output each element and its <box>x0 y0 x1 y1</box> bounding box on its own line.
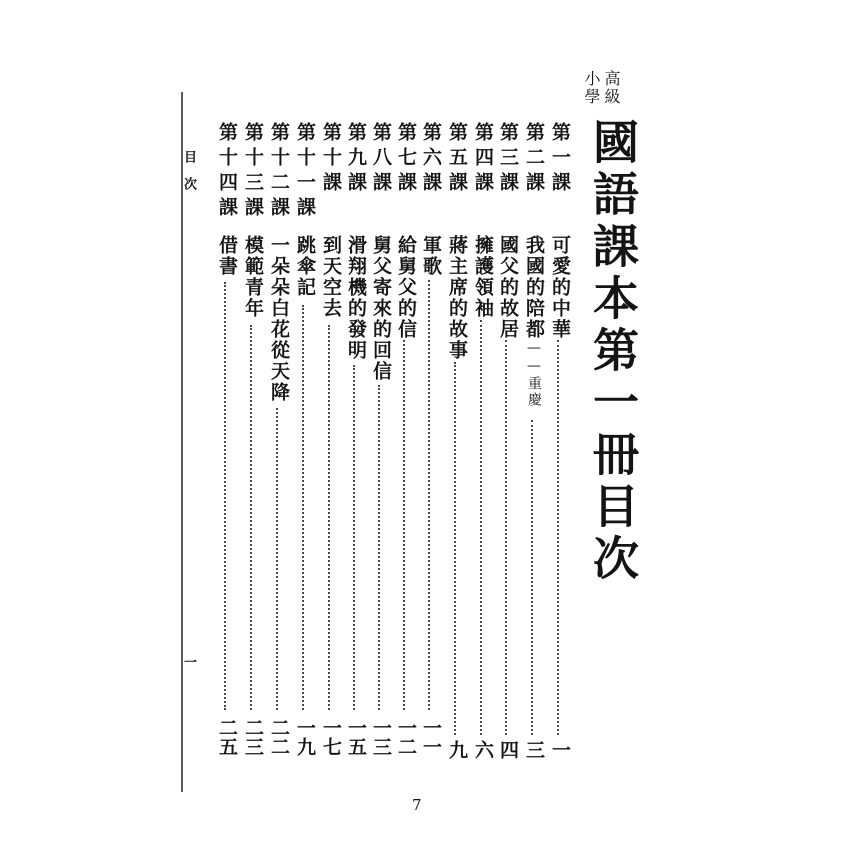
dot-leader <box>403 340 405 710</box>
page-number: 一二 <box>395 718 417 756</box>
lesson-title: 一朵朵白花從天降 <box>268 235 290 403</box>
dot-leader <box>557 340 559 735</box>
title-prefix-line-2: 小學 <box>582 70 601 106</box>
dot-leader <box>505 340 507 735</box>
lesson-label: 第十二課 <box>268 122 290 222</box>
lesson-title: 可愛的中華 <box>549 235 571 340</box>
lesson-title: 滑翔機的發明 <box>345 235 367 361</box>
running-head-page: 一 <box>181 655 196 682</box>
page-number: 一 <box>549 740 571 759</box>
lesson-title: 跳傘記 <box>294 235 316 298</box>
running-head-section: 目次 <box>181 150 196 204</box>
page-number: 一九 <box>294 718 316 756</box>
dot-leader <box>224 282 226 710</box>
dot-leader <box>250 325 252 710</box>
dot-leader <box>531 420 533 735</box>
page-number: 一五 <box>345 718 367 756</box>
lesson-title: 我國的陪都 <box>523 235 545 340</box>
lesson-label: 第八課 <box>370 122 392 197</box>
page-number: 三 <box>523 740 545 759</box>
lesson-title: 到天空去 <box>320 235 342 319</box>
lesson-label: 第十一課 <box>294 122 316 222</box>
lesson-title: 模範青年 <box>242 235 264 319</box>
lesson-label: 第六課 <box>420 122 442 197</box>
lesson-title: 軍歌 <box>420 235 442 277</box>
page-number: 六 <box>472 740 494 759</box>
page-title: 國語課本第一冊目次 <box>586 118 640 586</box>
page-number: 二三 <box>242 718 264 756</box>
page-number: 一一 <box>420 718 442 756</box>
folio-number: 7 <box>412 796 422 814</box>
page-number: 一七 <box>320 718 342 756</box>
dot-leader <box>302 305 304 710</box>
lesson-label: 第二課 <box>523 122 545 197</box>
page-number: 四 <box>497 740 519 759</box>
lesson-title: 國父的故居 <box>497 235 519 340</box>
page-number: 二五 <box>216 718 238 756</box>
dot-leader <box>276 408 278 710</box>
dot-leader <box>328 325 330 710</box>
dot-leader <box>454 362 456 735</box>
lesson-label: 第三課 <box>497 122 519 197</box>
lesson-subtitle: ——重慶 <box>526 340 542 408</box>
page-number: 二二 <box>268 718 290 756</box>
lesson-label: 第十三課 <box>242 122 264 222</box>
lesson-label: 第十課 <box>320 122 342 197</box>
lesson-label: 第五課 <box>446 122 468 197</box>
lesson-title: 蔣主席的故事 <box>446 235 468 361</box>
lesson-title: 擁護領袖 <box>472 235 494 319</box>
dot-leader <box>428 280 430 710</box>
page-number: 九 <box>446 740 468 759</box>
lesson-title: 借書 <box>216 235 238 277</box>
page-number: 一三 <box>370 718 392 756</box>
lesson-label: 第四課 <box>472 122 494 197</box>
lesson-label: 第一課 <box>549 122 571 197</box>
dot-leader <box>353 365 355 710</box>
dot-leader <box>378 385 380 710</box>
lesson-label: 第十四課 <box>216 122 238 222</box>
title-prefix-line-1: 高級 <box>602 70 621 106</box>
lesson-title: 給舅父的信 <box>395 235 417 340</box>
dot-leader <box>480 320 482 735</box>
lesson-label: 第七課 <box>395 122 417 197</box>
lesson-title: 舅父寄來的回信 <box>370 235 392 382</box>
lesson-label: 第九課 <box>345 122 367 197</box>
